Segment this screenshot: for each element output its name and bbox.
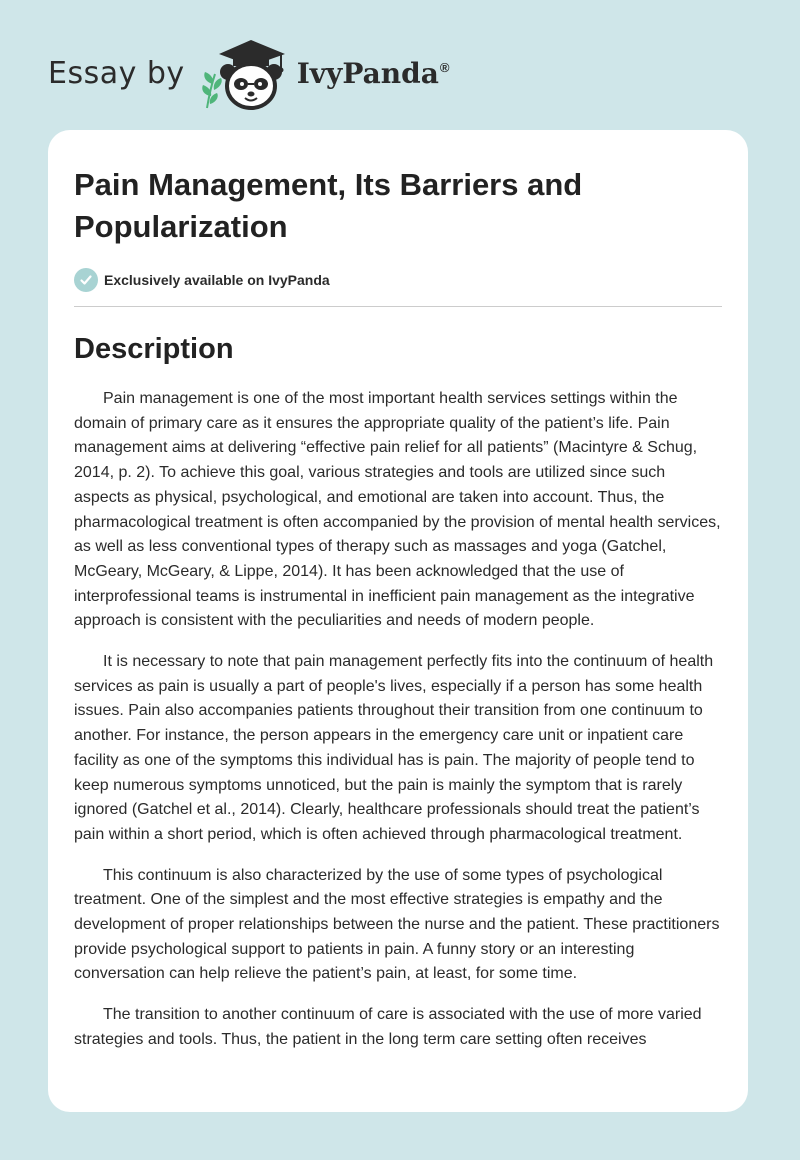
essay-body	[74, 387, 722, 1053]
paragraph-1: Pain management is one of the most important health services settings within the domain of primary care as it ensures the appropriate quality of the patient’s life. Pain management aims at delivering “effective pain relief for all patients” (Macintyre & Schug, 2014, p. 2). To achieve this goal, various strategies and tools are utilized since such aspects as physical, psychological, and emotional are taken into account. Thus, the pharmacological treatment is often accompanied by the provision of mental health services, as well as less conventional types of therapy such as massages and yoga (Gatchel, McGeary, McGeary, & Lippe, 2014). It has been acknowledged that the use of interprofessional teams is instrumental in inefficient pain management as the integrative approach is consistent with the peculiarities and needs of modern people.	[74, 390, 721, 630]
page-title: Pain Management, Its Barriers and Popularization	[74, 167, 583, 244]
section-heading-description: Description	[74, 333, 234, 365]
brand-registered-mark: ®	[439, 60, 450, 76]
exclusive-badge	[74, 267, 722, 293]
brand-prefix: Essay by	[48, 55, 185, 91]
essay-card-content	[48, 130, 748, 1053]
essay-card	[48, 130, 748, 1112]
paragraph-3: This continuum is also characterized by the use of some types of psychological treatment. One of the simplest and the most effective strategies is empathy and the development of proper relationships between the nurse and the patient. These practitioners provide psychological support to patients in pain. A funny story or an interesting conversation can help relieve the patient’s pain, at least, for some time.	[74, 866, 720, 983]
brand-name-text: IvyPanda	[296, 56, 439, 90]
site-header	[48, 34, 449, 112]
check-circle-icon	[74, 268, 98, 292]
brand-name	[297, 57, 450, 90]
brand-logo-link[interactable]	[199, 34, 450, 112]
divider	[74, 306, 722, 307]
check-mark-icon	[79, 273, 93, 287]
paragraph-4: The transition to another continuum of care is associated with the use of more varied strategies and tools. Thus, the patient in the long term care setting often receives	[74, 1006, 702, 1048]
exclusive-badge-label: Exclusively available on IvyPanda	[104, 272, 330, 288]
paragraph-2: It is necessary to note that pain management perfectly fits into the continuum of health services as pain is usually a part of people's lives, especially if a person has some health issues. Pain also accompanies patients throughout their transition from one continuum to another. For instance, the person appears in the emergency care unit or inpatient care facility as one of the symptoms this individual has is pain. The majority of people tend to keep numerous symptoms unnoticed, but the pain is mainly the symptom that is rarely ignored (Gatchel et al., 2014). Clearly, healthcare professionals should treat the patient’s pain within a short period, which is often achieved through pharmacological treatment.	[74, 653, 714, 843]
panda-graduate-logo-icon	[199, 34, 295, 112]
